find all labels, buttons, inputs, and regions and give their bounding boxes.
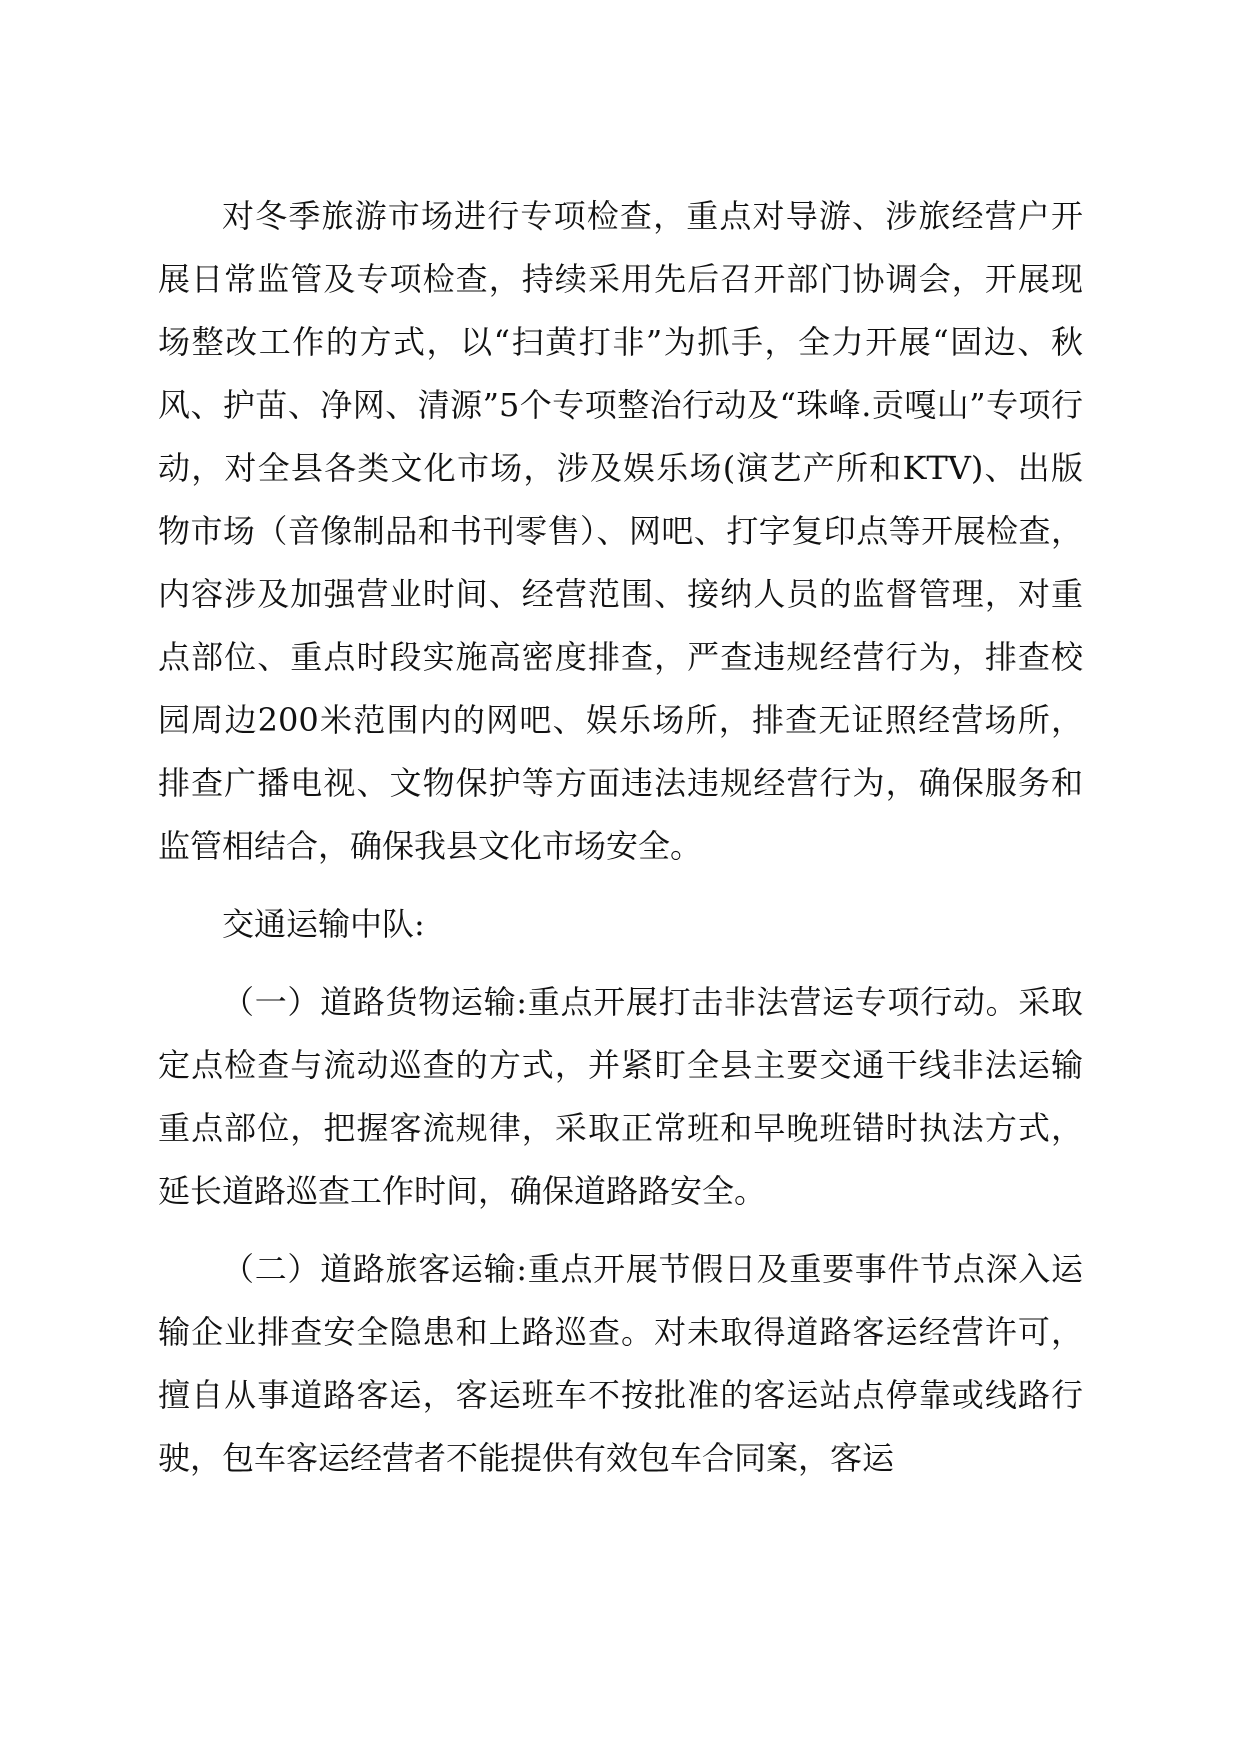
road-freight-text: 重点开展打击非法营运专项行动。采取定点检查与流动巡查的方式，并紧盯全县主要交通干线非法运输重点部位，把握客流规律，采取正常班和早晚班错时执法方式，延长道路巡查工作时间，确保道路路安全。 bbox=[158, 983, 1083, 1210]
road-passenger-text: 重点开展节假日及重要事件节点深入运输企业排查安全隐患和上路巡查。对未取得道路客运经营许可，擅自从事道路客运，客运班车不按批准的客运站点停靠或线路行驶，包车客运经营者不能提供有效包车合同案，客运 bbox=[158, 1250, 1083, 1477]
paragraph-road-freight bbox=[158, 971, 1083, 1223]
section-title-text: 交通运输中队: bbox=[222, 905, 425, 943]
road-passenger-heading: （二）道路旅客运输: bbox=[222, 1250, 528, 1288]
road-freight-heading: （一）道路货物运输: bbox=[222, 983, 528, 1021]
paragraph-section-title bbox=[158, 893, 1083, 956]
paragraph-cultural-market bbox=[158, 185, 1083, 878]
paragraph-text: 对冬季旅游市场进行专项检查，重点对导游、涉旅经营户开展日常监管及专项检查，持续采用先后召开部门协调会，开展现场整改工作的方式，以“扫黄打非”为抓手，全力开展“固边、秋风、护苗、净网、清源”5个专项整治行动及“珠峰.贡嘎山”专项行动，对全县各类文化市场，涉及娱乐场(演艺产所和KTV)、出版物市场（音像制品和书刊零售）、网吧、打字复印点等开展检查，内容涉及加强营业时间、经营范围、接纳人员的监督管理，对重点部位、重点时段实施高密度排查，严查违规经营行为，排查校园周边200米范围内的网吧、娱乐场所，排查无证照经营场所，排查广播电视、文物保护等方面违法违规经营行为，确保服务和监管相结合，确保我县文化市场安全。 bbox=[158, 197, 1083, 865]
document-body bbox=[158, 185, 1083, 1490]
paragraph-road-passenger bbox=[158, 1238, 1083, 1490]
